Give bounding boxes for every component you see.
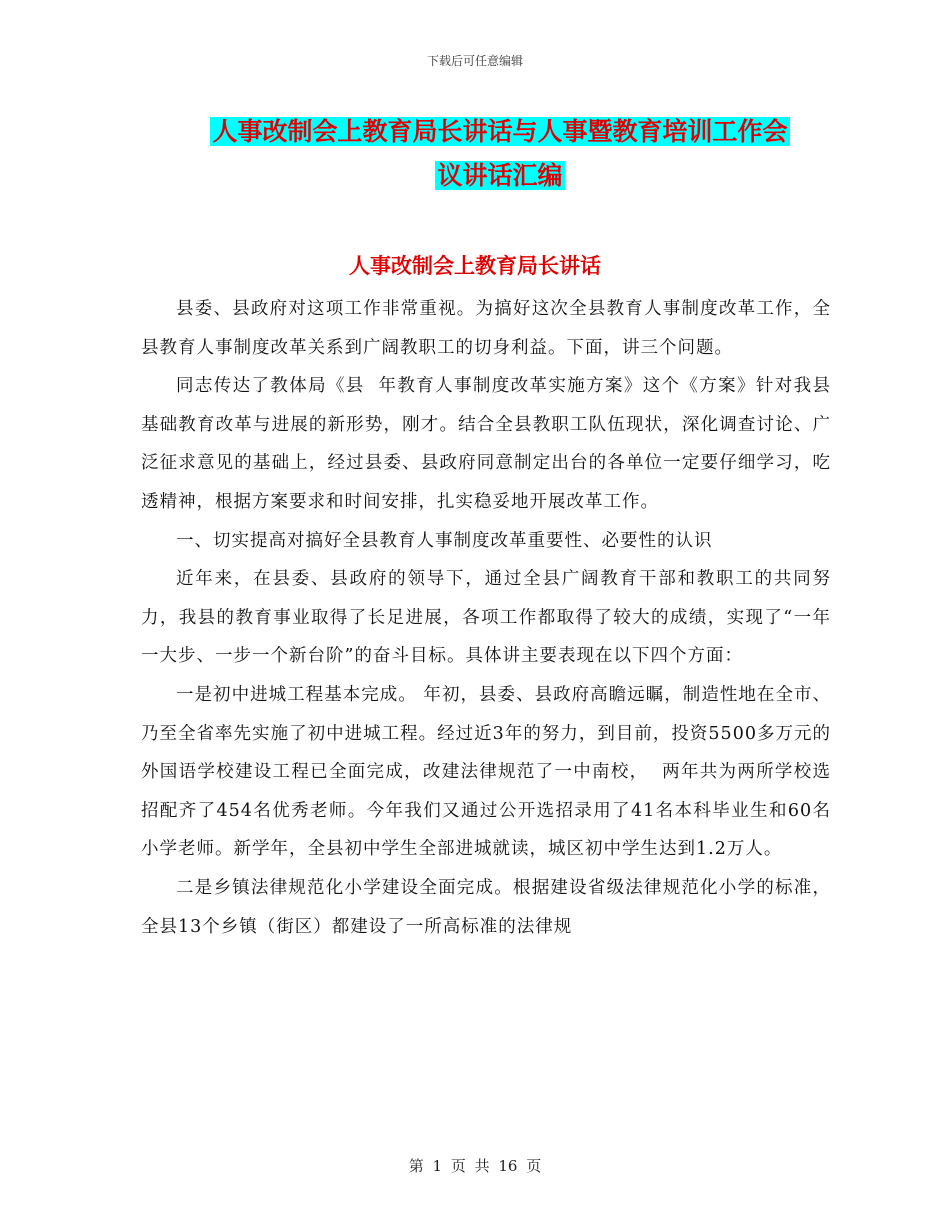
section-title: 人事改制会上教育局长讲话 [349,253,601,278]
paragraph-4: 近年来，在县委、县政府的领导下，通过全县广阔教育干部和教职工的共同努力，我县的教育事业取得了长足进展，各项工作都取得了较大的成绩，实现了“一年一大步、一步一个新台阶”的奋斗目标。具体讲主要表现在以下四个方面： [141,569,831,667]
page-footer: 第 1 页 共 16 页 [408,1157,542,1175]
paragraph-1: 县委、县政府对这项工作非常重视。为搞好这次全县教育人事制度改革工作，全县教育人事制度改革关系到广阔教职工的切身利益。下面，讲三个问题。 [141,299,831,358]
paragraph-3-heading: 一、切实提高对搞好全县教育人事制度改革重要性、必要性的认识 [176,530,713,551]
paragraph-5: 一是初中进城工程基本完成。 年初，县委、县政府高瞻远瞩，制造性地在全市、乃至全省率先实施了初中进城工程。经过近3年的努力，到目前，投资5500多万元的外国语学校建设工程已全面完成，改建法律规范了一中南校， 两年共为两所学校选招配齐了454名优秀老师。今年我们又通过公开选招录用了41名本科毕业生和60名小学老师。新学年，全县初中学生全部进城就读，城区初中学生达到1.2万人。 [141,684,831,860]
document-title [190,110,810,198]
page-header-note: 下载后可任意编辑 [426,54,523,68]
paragraph-6: 二是乡镇法律规范化小学建设全面完成。根据建设省级法律规范化小学的标准，全县13个乡镇（街区）都建设了一所高标准的法律规 [141,877,831,937]
document-title-line-2: 议讲话汇编 [437,161,563,190]
body-text [141,290,831,946]
paragraph-2: 同志传达了教体局《县 年教育人事制度改革实施方案》这个《方案》针对我县基础教育改革与进展的新形势，刚才。结合全县教职工队伍现状，深化调查讨论、广泛征求意见的基础上，经过县委、县政府同意制定出台的各单位一定要仔细学习，吃透精神，根据方案要求和时间安排，扎实稳妥地开展改革工作。 [141,376,831,512]
document-title-line-1: 人事改制会上教育局长讲话与人事暨教育培训工作会 [212,117,788,146]
